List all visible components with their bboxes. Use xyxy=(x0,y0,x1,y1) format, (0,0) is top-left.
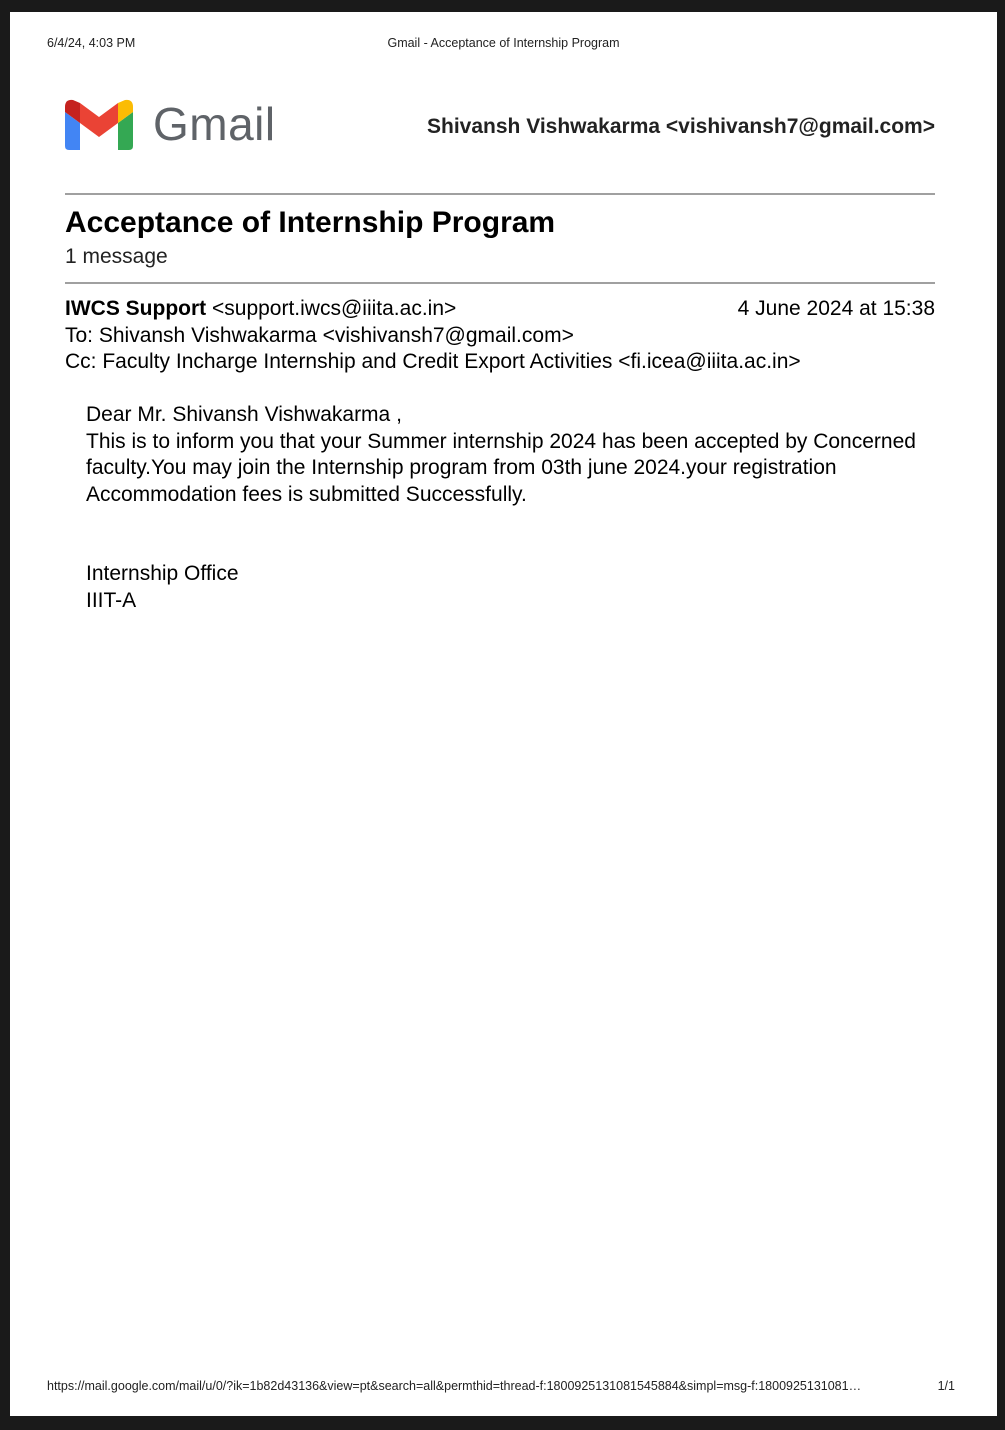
print-datetime: 6/4/24, 4:03 PM xyxy=(47,36,136,50)
message-count: 1 message xyxy=(65,245,168,268)
gmail-m-icon xyxy=(65,98,133,150)
sender-name: IWCS Support xyxy=(65,297,207,320)
signature-line: Internship Office xyxy=(86,562,239,585)
divider xyxy=(65,282,935,284)
to-line: To: Shivansh Vishwakarma <vishivansh7@gmail.com> xyxy=(65,323,574,347)
body-text: This is to inform you that your Summer internship 2024 has been accepted by Concerned faculty.You may join the Internship program from 03th june 2024.your registration Accommodation fees is submitted Successfully. xyxy=(86,429,916,506)
sender-email[interactable]: <support.iwcs@iiita.ac.in> xyxy=(212,297,457,320)
account-identity: Shivansh Vishwakarma <vishivansh7@gmail.com> xyxy=(427,115,935,138)
from-line xyxy=(65,296,935,323)
message-date: 4 June 2024 at 15:38 xyxy=(737,297,935,320)
message-header xyxy=(65,296,935,376)
gmail-logo[interactable] xyxy=(65,97,276,151)
gmail-wordmark: Gmail xyxy=(153,98,276,150)
cc-line: Cc: Faculty Incharge Internship and Credit Export Activities <fi.icea@iiita.ac.in> xyxy=(65,350,801,373)
header-row xyxy=(65,97,935,157)
footer-url: https://mail.google.com/mail/u/0/?ik=1b82d43136&view=pt&search=all&permthid=thread-f:1800925131081545884&simpl=msg-f:1800925131081… xyxy=(47,1379,862,1393)
greeting: Dear Mr. Shivansh Vishwakarma , xyxy=(86,403,402,426)
printed-page xyxy=(10,12,997,1416)
message-body xyxy=(86,402,927,614)
thread-subject: Acceptance of Internship Program xyxy=(65,206,556,239)
page-number: 1/1 xyxy=(937,1379,955,1393)
divider xyxy=(65,193,935,195)
print-title: Gmail - Acceptance of Internship Program xyxy=(387,36,620,50)
signature-line: IIIT-A xyxy=(86,588,137,612)
